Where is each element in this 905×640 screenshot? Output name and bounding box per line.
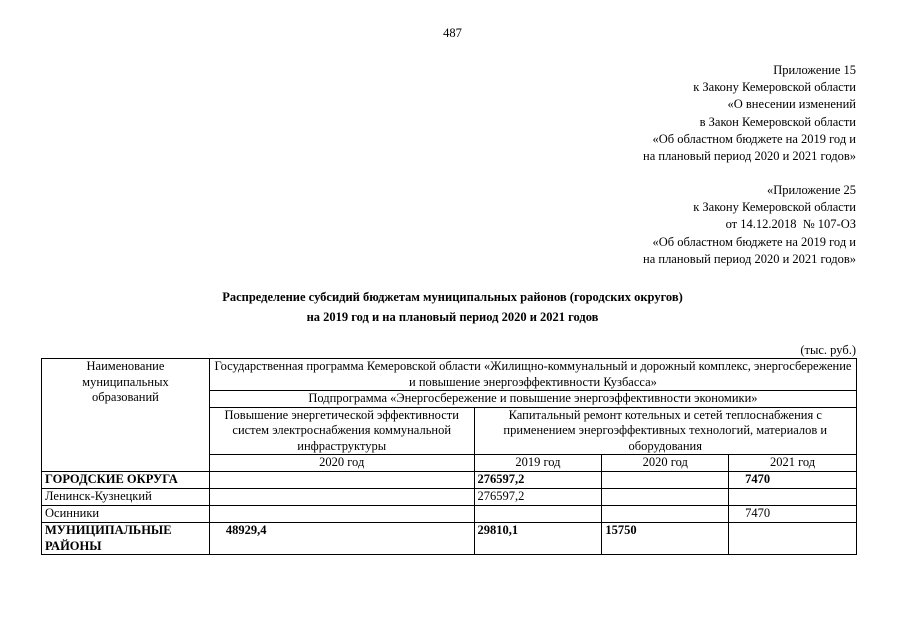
annex-current-line: в Закон Кемеровской области (699, 114, 856, 129)
cell-m2-2019: 276597,2 (474, 472, 602, 489)
measure2-header: Капитальный ремонт котельных и сетей теплоснабжения с применением энергоэффективных технологий, материалов и оборудования (474, 407, 856, 455)
units-label: (тыс. руб.) (800, 343, 856, 357)
row-name: МУНИЦИПАЛЬНЫЕ РАЙОНЫ (42, 523, 210, 555)
annex-original-line: от 14.12.2018 № 107-ОЗ (725, 217, 856, 232)
subsidy-table (41, 358, 857, 555)
table-row (42, 472, 857, 489)
year-header: 2021 год (729, 455, 857, 472)
document-title (0, 287, 905, 327)
row-name: Ленинск-Кузнецкий (42, 489, 210, 506)
annex-current-line: «Об областном бюджете на 2019 год и (652, 131, 856, 146)
cell-m2-2019: 29810,1 (474, 523, 602, 555)
annex-original-line: «Приложение 25 (767, 183, 856, 197)
table-row (42, 523, 857, 555)
row-name: ГОРОДСКИЕ ОКРУГА (42, 472, 210, 489)
annex-original-line: на плановый период 2020 и 2021 годов» (643, 251, 856, 266)
cell-m1-2020 (209, 506, 474, 523)
table-row (42, 489, 857, 506)
measure1-header: Повышение энергетической эффективности систем электроснабжения коммунальной инфраструктуры (209, 407, 474, 455)
cell-m2-2020: 15750 (602, 523, 729, 555)
annex-original-line: «Об областном бюджете на 2019 год и (652, 234, 856, 249)
cell-m1-2020 (209, 472, 474, 489)
cell-m2-2020 (602, 506, 729, 523)
cell-m1-2020: 48929,4 (209, 523, 474, 555)
row-name: Осинники (42, 506, 210, 523)
cell-m2-2020 (602, 489, 729, 506)
title-line: Распределение субсидий бюджетам муниципальных районов (городских округов) (222, 290, 683, 304)
annex-current-block (643, 62, 856, 165)
page-number: 487 (443, 26, 462, 40)
cell-m2-2019 (474, 506, 602, 523)
cell-m2-2020 (602, 472, 729, 489)
title-line: на 2019 год и на плановый период 2020 и 2021 годов (306, 310, 599, 324)
cell-m2-2021: 7470 (729, 506, 857, 523)
annex-original-line: к Закону Кемеровской области (693, 200, 856, 215)
annex-current-line: Приложение 15 (773, 63, 856, 77)
annex-current-line: на плановый период 2020 и 2021 годов» (643, 149, 856, 164)
cell-m2-2021 (729, 523, 857, 555)
annex-current-line: «О внесении изменений (727, 97, 856, 112)
year-header: 2020 год (602, 455, 729, 472)
annex-original-block (643, 182, 856, 268)
cell-m2-2019: 276597,2 (474, 489, 602, 506)
year-header: 2019 год (474, 455, 602, 472)
subprogram-header: Подпрограмма «Энергосбережение и повышение энергоэффективности экономики» (209, 391, 856, 408)
cell-m2-2021 (729, 489, 857, 506)
year-header: 2020 год (209, 455, 474, 472)
cell-m1-2020 (209, 489, 474, 506)
program-header: Государственная программа Кемеровской области «Жилищно-коммунальный и дорожный комплекс, энергосбережение и повышение энергоэффективности Кузбасса» (209, 359, 856, 391)
col-header-name: Наименование муниципальных образований (42, 359, 210, 472)
annex-current-line: к Закону Кемеровской области (693, 80, 856, 95)
table-row (42, 506, 857, 523)
cell-m2-2021: 7470 (729, 472, 857, 489)
